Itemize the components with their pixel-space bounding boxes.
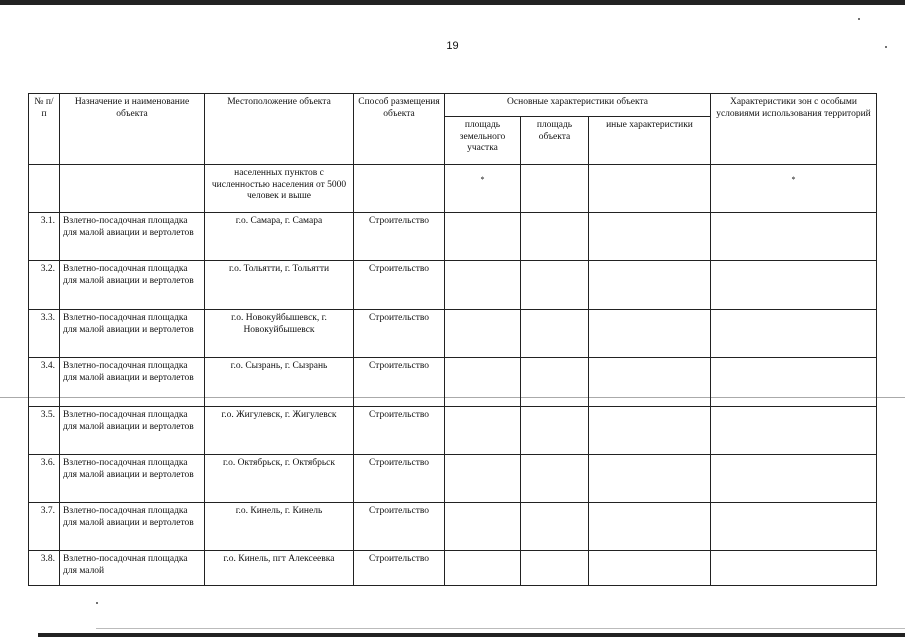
row-location: г.о. Самара, г. Самара [205, 213, 354, 261]
row-number: 3.4. [29, 358, 60, 407]
header-num: № п/п [29, 94, 60, 165]
row-number: 3.7. [29, 503, 60, 551]
row-method: Строительство [354, 261, 445, 310]
row-location: г.о. Тольятти, г. Тольятти [205, 261, 354, 310]
row-purpose: Взлетно-посадочная площадка для малой авиации и вертолетов [60, 310, 205, 358]
land-area-mark: * [445, 165, 521, 213]
header-other-characteristics: иные характеристики [589, 117, 711, 165]
row-number: 3.8. [29, 551, 60, 586]
row-number: 3.1. [29, 213, 60, 261]
table-row [29, 503, 877, 551]
row-method: Строительство [354, 455, 445, 503]
scan-speck [96, 602, 98, 604]
table-row [29, 261, 877, 310]
row-number: 3.6. [29, 455, 60, 503]
continuation-row [29, 165, 877, 213]
header-zone-characteristics: Характеристики зон с особыми условиями использования территорий [711, 94, 877, 165]
row-number: 3.3. [29, 310, 60, 358]
scan-speck [858, 18, 860, 20]
continuation-location: населенных пунктов с численностью населения от 5000 человек и выше [205, 165, 354, 213]
zone-mark: * [711, 165, 877, 213]
scan-edge-bottom-thin [96, 628, 905, 629]
row-purpose: Взлетно-посадочная площадка для малой авиации и вертолетов [60, 455, 205, 503]
row-method: Строительство [354, 551, 445, 586]
table-row [29, 407, 877, 455]
scan-edge-bottom [38, 633, 905, 637]
header-location: Местоположение объекта [205, 94, 354, 165]
row-purpose: Взлетно-посадочная площадка для малой [60, 551, 205, 586]
header-object-area: площадь объекта [521, 117, 589, 165]
row-location: г.о. Сызрань, г. Сызрань [205, 358, 354, 407]
row-location: г.о. Октябрьск, г. Октябрьск [205, 455, 354, 503]
row-purpose: Взлетно-посадочная площадка для малой авиации и вертолетов [60, 358, 205, 407]
row-method: Строительство [354, 213, 445, 261]
table-row [29, 551, 877, 586]
scan-edge-top [0, 0, 905, 5]
row-method: Строительство [354, 310, 445, 358]
row-purpose: Взлетно-посадочная площадка для малой авиации и вертолетов [60, 261, 205, 310]
row-location: г.о. Жигулевск, г. Жигулевск [205, 407, 354, 455]
row-location: г.о. Новокуйбышевск, г. Новокуйбышевск [205, 310, 354, 358]
header-land-area: площадь земельного участка [445, 117, 521, 165]
header-main-characteristics: Основные характеристики объекта [445, 94, 711, 117]
table-row [29, 455, 877, 503]
row-number: 3.2. [29, 261, 60, 310]
table-row [29, 310, 877, 358]
page-number: 19 [446, 40, 459, 52]
row-purpose: Взлетно-посадочная площадка для малой авиации и вертолетов [60, 407, 205, 455]
table-row [29, 358, 877, 407]
row-purpose: Взлетно-посадочная площадка для малой авиации и вертолетов [60, 213, 205, 261]
row-method: Строительство [354, 407, 445, 455]
row-location: г.о. Кинель, г. Кинель [205, 503, 354, 551]
row-number: 3.5. [29, 407, 60, 455]
objects-table [28, 93, 877, 586]
header-row-top [29, 94, 877, 117]
row-method: Строительство [354, 358, 445, 407]
table-row [29, 213, 877, 261]
row-purpose: Взлетно-посадочная площадка для малой авиации и вертолетов [60, 503, 205, 551]
row-method: Строительство [354, 503, 445, 551]
header-purpose: Назначение и наименование объекта [60, 94, 205, 165]
header-method: Способ размещения объекта [354, 94, 445, 165]
row-location: г.о. Кинель, пгт Алексеевка [205, 551, 354, 586]
